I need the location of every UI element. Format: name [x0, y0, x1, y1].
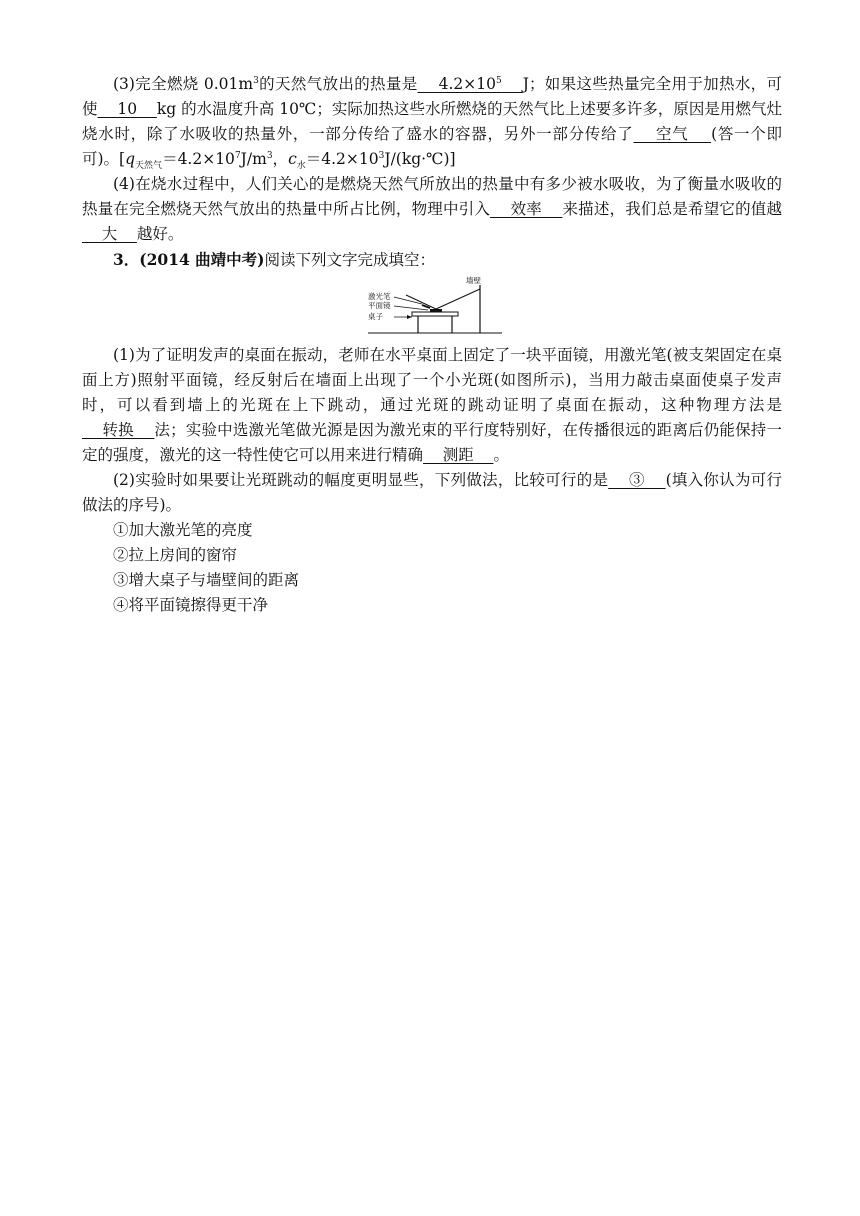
table-top — [412, 312, 458, 316]
table-label: 桌子 — [368, 312, 383, 321]
laser-label: 激光笔 — [368, 292, 391, 301]
mirror-shape — [430, 309, 442, 312]
mirror-pointer-line — [394, 306, 428, 310]
answer-blank-choice: ③ — [608, 471, 666, 489]
answer-blank-heat: $4.2\times 10^5$ — [417, 75, 502, 93]
option-3: ③增大桌子与墙壁间的距离 — [113, 571, 300, 589]
laser-mirror-figure — [82, 275, 782, 337]
answer-blank-air: 空气 — [633, 125, 712, 143]
answer-blank-ranging: 测距 — [423, 446, 494, 464]
experiment-diagram — [366, 275, 506, 337]
answer-blank-conversion: 转换 — [82, 421, 155, 439]
question-3-3: (3)完全燃烧 $0.01m^3$的天然气放出的热量是 $4.2\times 10^5$ J；如果这些热量完全用于加热水，可使 10 kg 的水温度升高 10℃；实际加热这些水所燃烧的天然气比上述要多许多，原因是用燃气灶烧水时，除了水吸收的热量外，一部分传给了盛水的容器，另外一部分传给了 空气 (答一个即可)。[$q_{天然气}=4.2\times 10^7J/m^3$，$c_水=4.2\times 10^3J/(kg\cdot℃)$] — [82, 75, 782, 172]
document-page — [82, 72, 782, 618]
mirror-label: 平面镜 — [368, 301, 391, 310]
question-3-part-1: (1)为了证明发声的桌面在振动，老师在水平桌面上固定了一块平面镜，用激光笔(被支架固定在桌面上方)照射平面镜，经反射后在墙面上出现了一个小光斑(如图所示)，当用力敲击桌面使桌子发声时，可以看到墙上的光斑在上下跳动，通过光斑的跳动证明了桌面在振动，这种物理方法是 转换 法；实验中选激光笔做光源是因为激光束的平行度特别好，在传播很远的距离后仍能保持一定的强度，激光的这一特性使它可以用来进行精确 测距 。 — [82, 346, 782, 464]
reflected-beam — [436, 289, 480, 309]
wall-label: 墙壁 — [466, 276, 481, 285]
table-pointer-arrowhead — [407, 315, 412, 319]
option-4: ④将平面镜擦得更干净 — [113, 596, 269, 614]
question-3-heading: 3．(2014 曲靖中考)阅读下列文字完成填空： — [113, 250, 436, 269]
incident-beam — [406, 295, 436, 309]
option-2: ②拉上房间的窗帘 — [113, 546, 238, 564]
answer-blank-mass: 10 — [97, 100, 157, 118]
option-1: ①加大激光笔的亮度 — [113, 521, 253, 539]
answer-blank-efficiency: 效率 — [490, 200, 563, 218]
answer-blank-large: 大 — [82, 225, 137, 243]
question-3-part-2: (2)实验时如果要让光斑跳动的幅度更明显些，下列做法，比较可行的是 ③ (填入你认为可行做法的序号)。 — [82, 471, 782, 514]
question-3-4: (4)在烧水过程中，人们关心的是燃烧天然气所放出的热量中有多少被水吸收，为了衡量水吸收的热量在完全燃烧天然气放出的热量中所占比例，物理中引入 效率 来描述，我们总是希望它的值越 大 越好。 — [82, 175, 782, 243]
